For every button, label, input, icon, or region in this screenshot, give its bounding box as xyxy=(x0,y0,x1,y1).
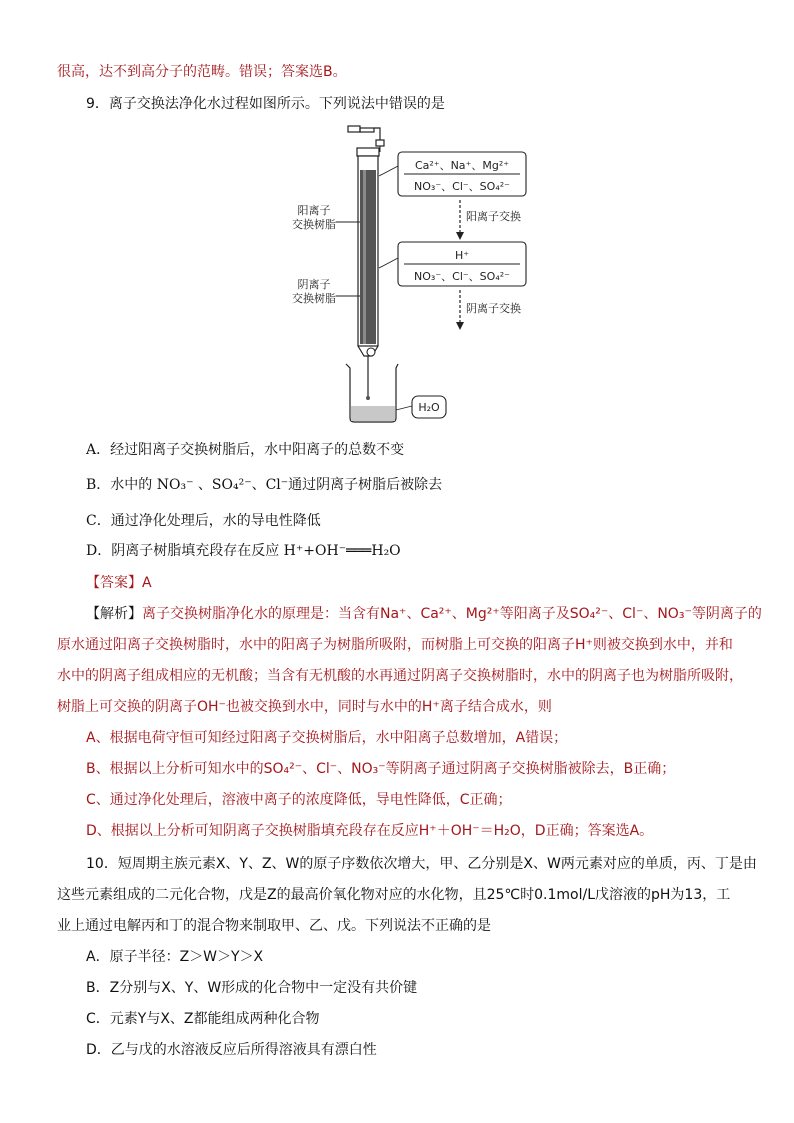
box2-anions: NO₃⁻、Cl⁻、SO₄²⁻ xyxy=(414,270,510,283)
svg-text:H₂O: H₂O xyxy=(418,401,440,414)
ion-box-after-cation xyxy=(379,242,526,286)
cation-resin-label-1: 阳离子 xyxy=(297,204,331,217)
box1-cations: Ca²⁺、Na⁺、Mg²⁺ xyxy=(414,159,510,172)
step-cation-exchange: 阳离子交换 xyxy=(466,210,521,223)
answer-tag: 【答案】 xyxy=(86,575,142,591)
box1-anions: NO₃⁻、Cl⁻、SO₄²⁻ xyxy=(414,180,510,193)
q10-stem-line-1: 10．短周期主族元素X、Y、Z、W的原子序数依次增大，甲、乙分别是X、W两元素对应的单质，丙、丁是由 xyxy=(86,856,757,872)
q9-option-d: D．阴离子树脂填充段存在反应 H⁺+OH⁻═══H₂O xyxy=(86,543,401,559)
q9-option-a: A．经过阳离子交换树脂后，水中阳离子的总数不变 xyxy=(86,442,405,458)
q9-explain-a: A、根据电荷守恒可知经过阳离子交换树脂后，水中阳离子总数增加，A错误； xyxy=(86,730,568,746)
arrow-down-icon xyxy=(456,322,464,330)
q10-option-b: B．Z分别与X、Y、W形成的化合物中一定没有共价键 xyxy=(86,980,418,996)
ion-box-raw-water xyxy=(379,152,526,196)
q9-explain-d: D、根据以上分析可知阴离子交换树脂填充段存在反应H⁺＋OH⁻＝H₂O，D正确；答案选A。 xyxy=(86,823,654,839)
q10-stem-line-3: 业上通过电解丙和丁的混合物来制取甲、乙、戊。下列说法不正确的是 xyxy=(57,918,491,934)
anion-resin-label-1: 阴离子 xyxy=(297,278,331,291)
answer-value: A xyxy=(142,575,152,591)
q10-option-d: D．乙与戊的水溶液反应后所得溶液具有漂白性 xyxy=(86,1042,377,1058)
q9-analysis-line-2: 原水通过阳离子交换树脂时，水中的阳离子为树脂所吸附，而树脂上可交换的阳离子H⁺则被交换到水中，并和 xyxy=(57,637,733,653)
q9-option-b: B．水中的 NO₃⁻ 、SO₄²⁻、Cl⁻通过阴离子树脂后被除去 xyxy=(86,477,443,493)
q9-analysis-line-4: 树脂上可交换的阴离子OH⁻也被交换到水中，同时与水中的H⁺离子结合成水，则 xyxy=(57,699,552,715)
beaker xyxy=(346,364,398,422)
q9-option-c: C．通过净化处理后，水的导电性降低 xyxy=(86,513,321,529)
product-water-label xyxy=(396,396,446,418)
q9-explain-b: B、根据以上分析可知水中的SO₄²⁻、Cl⁻、NO₃⁻等阴离子通过阴离子交换树脂被除去，B正确； xyxy=(86,761,676,777)
analysis-tag: 【解析】 xyxy=(86,606,142,622)
question-9-stem: 9．离子交换法净化水过程如图所示。下列说法中错误的是 xyxy=(86,96,445,112)
q10-option-a: A．原子半径：Z＞W＞Y＞X xyxy=(86,949,264,965)
q9-analysis-line-3: 水中的阴离子组成相应的无机酸；当含有无机酸的水再通过阴离子交换树脂时，水中的阴离子也为树脂所吸附， xyxy=(57,668,743,684)
cation-resin-label-2: 交换树脂 xyxy=(292,218,336,231)
q9-answer xyxy=(86,573,152,593)
ion-exchange-diagram xyxy=(280,118,530,432)
resin-column xyxy=(357,148,379,400)
q9-explain-c: C、通过净化处理后，溶液中离子的浓度降低，导电性降低，C正确； xyxy=(86,792,512,808)
step-anion-exchange: 阴离子交换 xyxy=(466,302,521,315)
q10-stem-line-2: 这些元素组成的二元化合物，戊是Z的最高价氧化物对应的水化物，且25℃时0.1mol/L戊溶液的pH为13，工 xyxy=(57,887,731,903)
box2-cations: H⁺ xyxy=(454,249,470,262)
anion-resin-label-2: 交换树脂 xyxy=(292,292,336,305)
arrow-down-icon xyxy=(456,232,464,240)
q10-option-c: C．元素Y与X、Z都能组成两种化合物 xyxy=(86,1011,320,1027)
q9-analysis-line-1: 【解析】离子交换树脂净化水的原理是：当含有Na⁺、Ca²⁺、Mg²⁺等阳离子及SO₄²⁻、Cl⁻、NO₃⁻等阴离子的 xyxy=(86,606,762,622)
previous-answer-line: 很高，达不到高分子的范畴。错误；答案选B。 xyxy=(57,64,347,80)
